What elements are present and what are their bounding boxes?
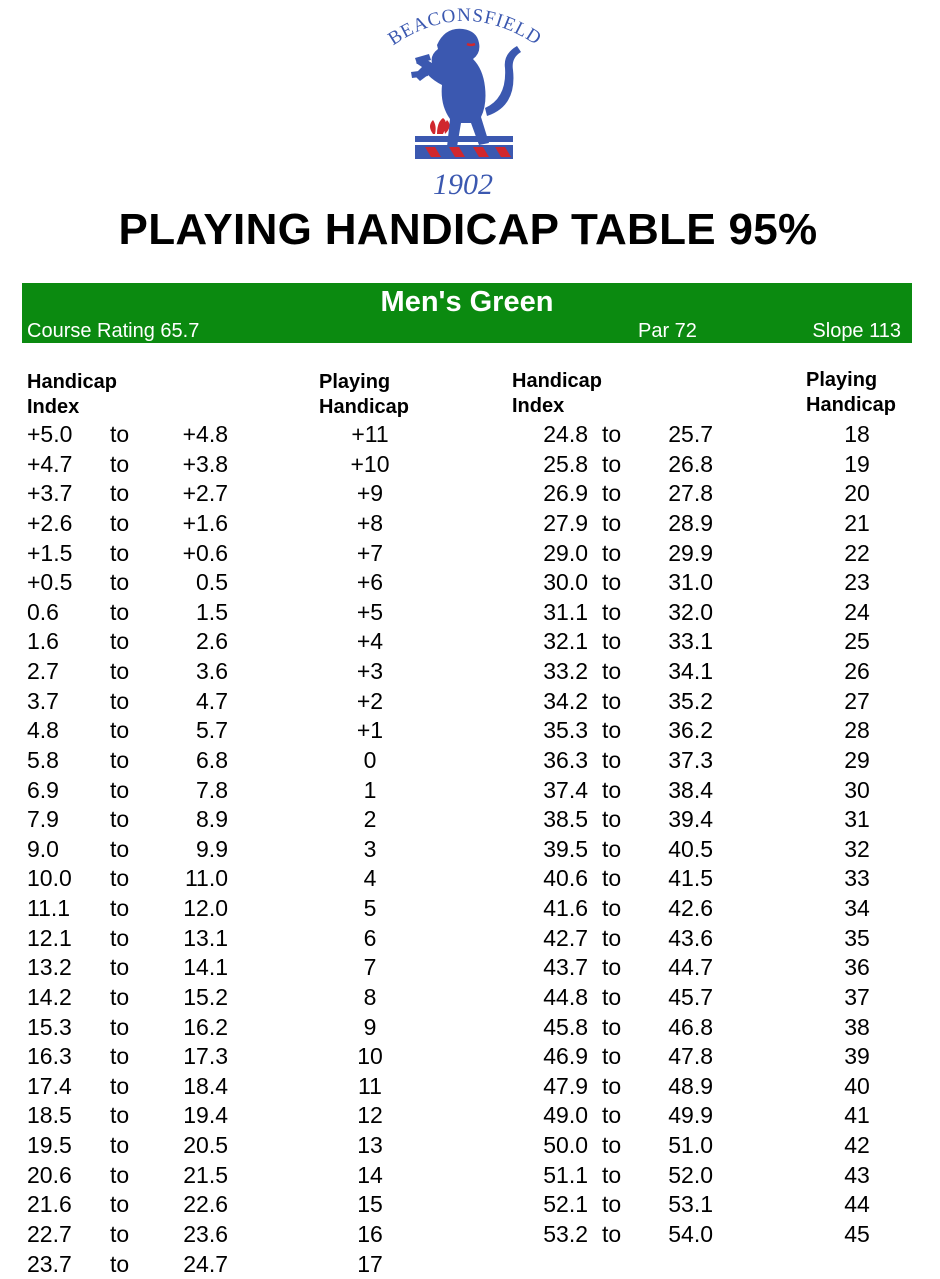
index-to-cell: 27.8: [668, 480, 713, 507]
table-row: [0, 1161, 940, 1191]
index-to-cell: 12.0: [183, 895, 228, 922]
index-to-cell: 11.0: [184, 865, 228, 892]
playing-handicap-cell: 34: [844, 895, 870, 922]
index-to-cell: 20.5: [183, 1132, 228, 1159]
index-from-cell: 2.7: [27, 658, 59, 685]
to-word: to: [602, 835, 622, 862]
playing-handicap-cell: 24: [844, 598, 870, 625]
to-word: to: [110, 1043, 130, 1070]
index-to-cell: 34.1: [668, 658, 713, 685]
index-to-cell: 42.6: [668, 895, 713, 922]
to-word: to: [110, 835, 130, 862]
table-row: [0, 1131, 940, 1161]
tee-name: Men's Green: [380, 286, 554, 318]
index-from-cell: 20.6: [27, 1161, 72, 1188]
right-playing-header: [806, 368, 896, 418]
playing-handicap-cell: 29: [844, 746, 870, 773]
table-row: [0, 509, 940, 539]
index-from-cell: 44.8: [543, 983, 588, 1010]
index-to-cell: 31.0: [668, 569, 713, 596]
index-from-cell: 50.0: [543, 1132, 588, 1159]
index-from-cell: 18.5: [27, 1102, 72, 1129]
index-to-cell: 17.3: [183, 1043, 228, 1070]
table-row: [0, 598, 940, 628]
to-word: to: [602, 954, 622, 981]
to-word: to: [602, 539, 622, 566]
index-from-cell: 22.7: [27, 1221, 72, 1247]
to-word: to: [110, 1161, 130, 1188]
index-to-cell: 23.6: [183, 1221, 228, 1247]
header-line: Handicap: [319, 396, 410, 418]
fleur-de-lis-icon: [430, 118, 450, 134]
playing-handicap-cell: +9: [356, 480, 384, 507]
playing-handicap-cell: +3: [356, 658, 384, 685]
index-to-cell: 40.5: [668, 835, 713, 862]
playing-handicap-cell: 25: [844, 628, 870, 655]
index-from-cell: +2.6: [27, 509, 73, 536]
to-word: to: [602, 895, 622, 922]
playing-handicap-cell: 32: [844, 835, 870, 862]
table-row: [0, 983, 940, 1013]
playing-handicap-cell: 0: [363, 746, 377, 773]
index-to-cell: 1.5: [196, 598, 228, 625]
playing-handicap-cell: 45: [844, 1221, 870, 1247]
to-word: to: [110, 924, 130, 951]
table-row: [0, 1220, 940, 1250]
to-word: to: [110, 687, 130, 714]
index-from-cell: 3.7: [27, 687, 59, 714]
page-title: PLAYING HANDICAP TABLE 95%: [118, 205, 818, 254]
index-to-cell: +3.8: [182, 450, 228, 477]
index-to-cell: +0.6: [182, 539, 228, 566]
index-from-cell: 14.2: [27, 983, 72, 1010]
playing-handicap-cell: 30: [844, 776, 870, 803]
table-row: [0, 894, 940, 924]
playing-handicap-cell: 21: [844, 509, 870, 536]
index-to-cell: 6.8: [196, 746, 228, 773]
playing-handicap-cell: 36: [844, 954, 870, 981]
index-to-cell: 15.2: [183, 983, 228, 1010]
to-word: to: [602, 1191, 622, 1218]
playing-handicap-cell: +5: [356, 598, 384, 625]
index-from-cell: 49.0: [543, 1102, 588, 1129]
index-from-cell: 9.0: [27, 835, 59, 862]
to-word: to: [110, 628, 130, 655]
index-from-cell: 0.6: [27, 598, 59, 625]
logo-year: 1902: [433, 168, 493, 201]
to-word: to: [602, 1013, 622, 1040]
to-word: to: [602, 1132, 622, 1159]
index-to-cell: 41.5: [668, 865, 713, 892]
playing-handicap-cell: 23: [844, 569, 870, 596]
index-to-cell: 36.2: [668, 717, 713, 744]
index-from-cell: 45.8: [543, 1013, 588, 1040]
table-row: [0, 1072, 940, 1102]
index-to-cell: 33.1: [668, 628, 713, 655]
playing-handicap-cell: 31: [844, 806, 870, 833]
table-row: [0, 864, 940, 894]
header-line: Playing: [806, 369, 878, 391]
index-to-cell: 44.7: [668, 954, 713, 981]
to-word: to: [602, 776, 622, 803]
playing-handicap-cell: 16: [357, 1221, 383, 1247]
index-to-cell: 3.6: [196, 658, 228, 685]
to-word: to: [602, 806, 622, 833]
to-word: to: [602, 865, 622, 892]
playing-handicap-cell: +7: [356, 539, 384, 566]
index-to-cell: 46.8: [668, 1013, 713, 1040]
playing-handicap-cell: 10: [357, 1043, 383, 1070]
logo-base-bar: [415, 136, 513, 142]
playing-handicap-cell: +1: [356, 717, 384, 744]
to-word: to: [110, 776, 130, 803]
index-to-cell: 14.1: [183, 954, 228, 981]
playing-handicap-cell: 18: [844, 421, 870, 447]
playing-handicap-cell: 13: [357, 1132, 383, 1159]
index-to-cell: 32.0: [668, 598, 713, 625]
index-from-cell: 34.2: [543, 687, 588, 714]
index-from-cell: 30.0: [543, 569, 588, 596]
table-row: [0, 1013, 940, 1043]
index-to-cell: 22.6: [183, 1191, 228, 1218]
index-from-cell: 10.0: [27, 865, 72, 892]
playing-handicap-cell: 17: [357, 1250, 383, 1277]
playing-handicap-cell: 19: [844, 450, 870, 477]
index-from-cell: 37.4: [543, 776, 588, 803]
playing-handicap-cell: +8: [356, 509, 384, 536]
index-to-cell: 16.2: [183, 1013, 228, 1040]
index-from-cell: 29.0: [543, 539, 588, 566]
to-word: to: [602, 1043, 622, 1070]
index-to-cell: 29.9: [668, 539, 713, 566]
index-to-cell: 25.7: [668, 421, 713, 447]
playing-handicap-cell: 35: [844, 924, 870, 951]
to-word: to: [110, 1132, 130, 1159]
to-word: to: [602, 1072, 622, 1099]
playing-handicap-cell: 44: [844, 1191, 870, 1218]
playing-handicap-cell: +11: [351, 421, 389, 447]
table-row: [0, 450, 940, 480]
to-word: to: [602, 983, 622, 1010]
index-to-cell: 28.9: [668, 509, 713, 536]
to-word: to: [110, 539, 130, 566]
index-from-cell: 25.8: [543, 450, 588, 477]
playing-handicap-cell: 39: [844, 1043, 870, 1070]
playing-handicap-cell: 6: [363, 924, 377, 951]
table-row: [0, 776, 940, 806]
to-word: to: [602, 717, 622, 744]
index-from-cell: 6.9: [27, 776, 59, 803]
index-to-cell: 13.1: [183, 924, 228, 951]
playing-handicap-cell: 14: [357, 1161, 383, 1188]
index-from-cell: 33.2: [543, 658, 588, 685]
index-from-cell: 13.2: [27, 954, 72, 981]
beaconsfield-lion-crest-logo: [375, 0, 555, 205]
index-to-cell: 49.9: [668, 1102, 713, 1129]
to-word: to: [110, 746, 130, 773]
index-to-cell: +4.8: [182, 421, 228, 447]
table-row: [0, 746, 940, 776]
playing-handicap-cell: 27: [844, 687, 870, 714]
to-word: to: [602, 450, 622, 477]
course-info-band: [22, 283, 912, 343]
index-from-cell: 24.8: [543, 421, 588, 447]
index-to-cell: 48.9: [668, 1072, 713, 1099]
to-word: to: [602, 1161, 622, 1188]
playing-handicap-cell: 22: [844, 539, 870, 566]
index-to-cell: 19.4: [183, 1102, 228, 1129]
playing-handicap-cell: 40: [844, 1072, 870, 1099]
playing-handicap-cell: 7: [363, 954, 377, 981]
to-word: to: [602, 687, 622, 714]
index-from-cell: 19.5: [27, 1132, 72, 1159]
index-from-cell: 53.2: [543, 1221, 588, 1247]
index-from-cell: +4.7: [27, 450, 73, 477]
playing-handicap-cell: 38: [844, 1013, 870, 1040]
index-from-cell: 31.1: [543, 598, 588, 625]
header-line: Playing: [319, 371, 391, 393]
playing-handicap-cell: 43: [844, 1161, 870, 1188]
index-to-cell: 24.7: [183, 1250, 228, 1277]
index-to-cell: 54.0: [668, 1221, 713, 1247]
index-from-cell: 26.9: [543, 480, 588, 507]
logo-club-name-path: BEACONSFIELD: [384, 4, 546, 50]
header-line: Handicap: [27, 371, 118, 393]
index-from-cell: 12.1: [27, 924, 72, 951]
index-to-cell: 0.5: [196, 569, 228, 596]
to-word: to: [110, 895, 130, 922]
to-word: to: [110, 1221, 130, 1247]
index-from-cell: 38.5: [543, 806, 588, 833]
playing-handicap-cell: 2: [363, 806, 377, 833]
index-from-cell: 15.3: [27, 1013, 72, 1040]
index-to-cell: 7.8: [196, 776, 228, 803]
index-from-cell: +0.5: [27, 569, 73, 596]
playing-handicap-cell: 12: [357, 1102, 383, 1129]
to-word: to: [602, 658, 622, 685]
header-line: Handicap: [806, 394, 897, 416]
table-row: [0, 687, 940, 717]
index-from-cell: 4.8: [27, 717, 59, 744]
index-to-cell: 39.4: [668, 806, 713, 833]
index-from-cell: 46.9: [543, 1043, 588, 1070]
table-row: [0, 479, 940, 509]
index-from-cell: 51.1: [543, 1161, 588, 1188]
index-from-cell: +3.7: [27, 480, 73, 507]
index-to-cell: 43.6: [668, 924, 713, 951]
index-to-cell: 21.5: [183, 1161, 228, 1188]
playing-handicap-cell: 20: [844, 480, 870, 507]
playing-handicap-cell: +2: [356, 687, 384, 714]
table-row: [0, 953, 940, 983]
to-word: to: [110, 983, 130, 1010]
playing-handicap-cell: 15: [357, 1191, 383, 1218]
table-row: [0, 1250, 940, 1279]
course-par: Par 72: [638, 320, 697, 342]
index-to-cell: 26.8: [668, 450, 713, 477]
to-word: to: [110, 1102, 130, 1129]
playing-handicap-cell: +4: [356, 628, 384, 655]
right-index-header: [512, 369, 602, 419]
to-word: to: [110, 658, 130, 685]
index-to-cell: 38.4: [668, 776, 713, 803]
playing-handicap-cell: 28: [844, 717, 870, 744]
playing-handicap-cell: 37: [844, 983, 870, 1010]
index-from-cell: 47.9: [543, 1072, 588, 1099]
table-row: [0, 539, 940, 569]
header-line: Index: [27, 396, 80, 418]
playing-handicap-cell: 8: [363, 983, 377, 1010]
index-to-cell: 35.2: [668, 687, 713, 714]
index-to-cell: 37.3: [668, 746, 713, 773]
playing-handicap-cell: +10: [350, 450, 390, 477]
lion-rampant-icon: [411, 29, 521, 147]
to-word: to: [602, 569, 622, 596]
table-row: [0, 420, 940, 450]
index-to-cell: 4.7: [196, 687, 228, 714]
index-from-cell: +5.0: [27, 421, 73, 447]
table-row: [0, 1190, 940, 1220]
left-playing-header: [319, 370, 409, 420]
index-to-cell: 2.6: [196, 628, 228, 655]
index-from-cell: 42.7: [543, 924, 588, 951]
to-word: to: [110, 1191, 130, 1218]
left-index-header: [27, 370, 117, 420]
index-to-cell: 5.7: [196, 717, 228, 744]
index-from-cell: 40.6: [543, 865, 588, 892]
playing-handicap-cell: 5: [363, 895, 377, 922]
to-word: to: [110, 1072, 130, 1099]
to-word: to: [110, 421, 130, 447]
index-from-cell: 16.3: [27, 1043, 72, 1070]
index-from-cell: 43.7: [543, 954, 588, 981]
index-from-cell: 41.6: [543, 895, 588, 922]
to-word: to: [602, 421, 622, 447]
index-to-cell: 8.9: [196, 806, 228, 833]
to-word: to: [602, 746, 622, 773]
header-line: Handicap: [512, 370, 603, 392]
playing-handicap-cell: 4: [363, 865, 377, 892]
index-from-cell: 21.6: [27, 1191, 72, 1218]
table-row: [0, 1101, 940, 1131]
to-word: to: [110, 598, 130, 625]
index-to-cell: 52.0: [668, 1161, 713, 1188]
index-to-cell: 51.0: [668, 1132, 713, 1159]
table-row: [0, 1042, 940, 1072]
playing-handicap-cell: 9: [363, 1013, 377, 1040]
index-to-cell: 45.7: [668, 983, 713, 1010]
to-word: to: [602, 598, 622, 625]
index-from-cell: 5.8: [27, 746, 59, 773]
playing-handicap-cell: 33: [844, 865, 870, 892]
to-word: to: [110, 450, 130, 477]
index-from-cell: 23.7: [27, 1250, 72, 1277]
index-from-cell: 52.1: [543, 1191, 588, 1218]
index-to-cell: 53.1: [668, 1191, 713, 1218]
to-word: to: [602, 480, 622, 507]
to-word: to: [110, 954, 130, 981]
playing-handicap-cell: 11: [358, 1072, 382, 1099]
index-from-cell: 11.1: [27, 895, 71, 922]
index-to-cell: 18.4: [183, 1072, 228, 1099]
course-rating: Course Rating 65.7: [27, 320, 200, 342]
index-from-cell: +1.5: [27, 539, 73, 566]
to-word: to: [602, 628, 622, 655]
playing-handicap-cell: 26: [844, 658, 870, 685]
index-to-cell: +1.6: [182, 509, 228, 536]
index-from-cell: 1.6: [27, 628, 59, 655]
index-from-cell: 27.9: [543, 509, 588, 536]
to-word: to: [110, 1250, 130, 1277]
table-row: [0, 716, 940, 746]
logo-striped-bar: [415, 145, 513, 159]
to-word: to: [110, 865, 130, 892]
to-word: to: [110, 480, 130, 507]
playing-handicap-cell: 1: [363, 776, 377, 803]
table-row: [0, 835, 940, 865]
to-word: to: [110, 717, 130, 744]
to-word: to: [602, 509, 622, 536]
to-word: to: [110, 569, 130, 596]
header-line: Index: [512, 395, 565, 417]
index-from-cell: 7.9: [27, 806, 59, 833]
to-word: to: [110, 1013, 130, 1040]
index-from-cell: 35.3: [543, 717, 588, 744]
index-to-cell: 9.9: [196, 835, 228, 862]
index-from-cell: 17.4: [27, 1072, 72, 1099]
table-row: [0, 657, 940, 687]
playing-handicap-cell: +6: [356, 569, 384, 596]
to-word: to: [110, 806, 130, 833]
index-from-cell: 32.1: [543, 628, 588, 655]
to-word: to: [602, 1221, 622, 1247]
to-word: to: [602, 1102, 622, 1129]
playing-handicap-cell: 3: [363, 835, 377, 862]
table-row: [0, 805, 940, 835]
to-word: to: [602, 924, 622, 951]
playing-handicap-cell: 41: [844, 1102, 870, 1129]
table-row: [0, 627, 940, 657]
index-to-cell: 47.8: [668, 1043, 713, 1070]
to-word: to: [110, 509, 130, 536]
playing-handicap-cell: 42: [844, 1132, 870, 1159]
index-to-cell: +2.7: [182, 480, 228, 507]
index-from-cell: 39.5: [543, 835, 588, 862]
table-row: [0, 568, 940, 598]
course-slope: Slope 113: [812, 320, 901, 342]
index-from-cell: 36.3: [543, 746, 588, 773]
table-row: [0, 924, 940, 954]
